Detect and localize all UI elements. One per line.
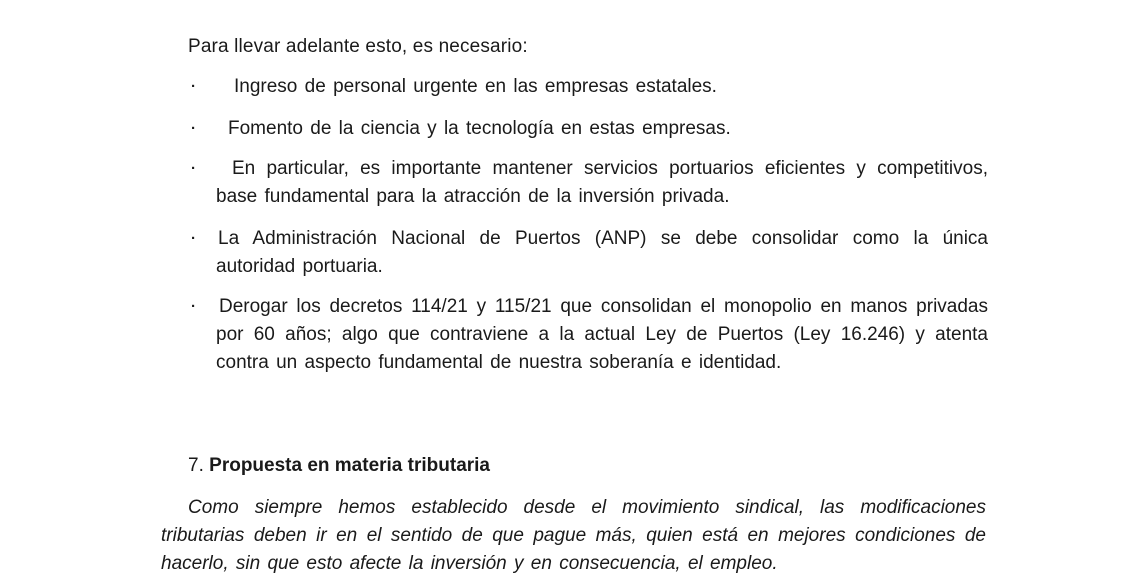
bullet-text: Fomento de la ciencia y la tecnología en estas empresas. [228,118,731,139]
bullet-marker: · [191,160,196,177]
bullet-item [187,115,988,143]
bullet-text: Ingreso de personal urgente en las empresas estatales. [234,76,717,97]
bullet-item [187,293,988,377]
bullet-item [187,155,988,211]
section-heading [188,455,490,477]
bullet-marker: · [191,230,196,247]
bullet-item [187,73,988,101]
bullet-text: La Administración Nacional de Puertos (ANP) se debe consolidar como la única autoridad portuaria. [216,228,988,277]
bullet-text: Derogar los decretos 114/21 y 115/21 que consolidan el monopolio en manos privadas por 60 años; algo que contraviene a la actual Ley de Puertos (Ley 16.246) y atenta contra un aspecto fundamental de nuestra soberanía e identidad. [216,296,988,373]
section-title: Propuesta en materia tributaria [209,455,491,476]
bullet-marker: · [191,298,196,315]
bullet-marker: · [191,78,196,95]
bullet-text: En particular, es importante mantener servicios portuarios eficientes y competitivos, base fundamental para la atracción de la inversión privada. [216,158,988,207]
bullet-marker: · [191,120,196,137]
bullet-item [187,225,988,281]
intro-sentence: Para llevar adelante esto, es necesario: [188,36,528,57]
closing-paragraph: Como siempre hemos establecido desde el movimiento sindical, las modificaciones tributarias deben ir en el sentido de que pague más, quien está en mejores condiciones de hacerlo, sin que esto afecte la inversión y en consecuencia, el empleo. [161,497,986,574]
section-number: 7. [188,455,204,476]
